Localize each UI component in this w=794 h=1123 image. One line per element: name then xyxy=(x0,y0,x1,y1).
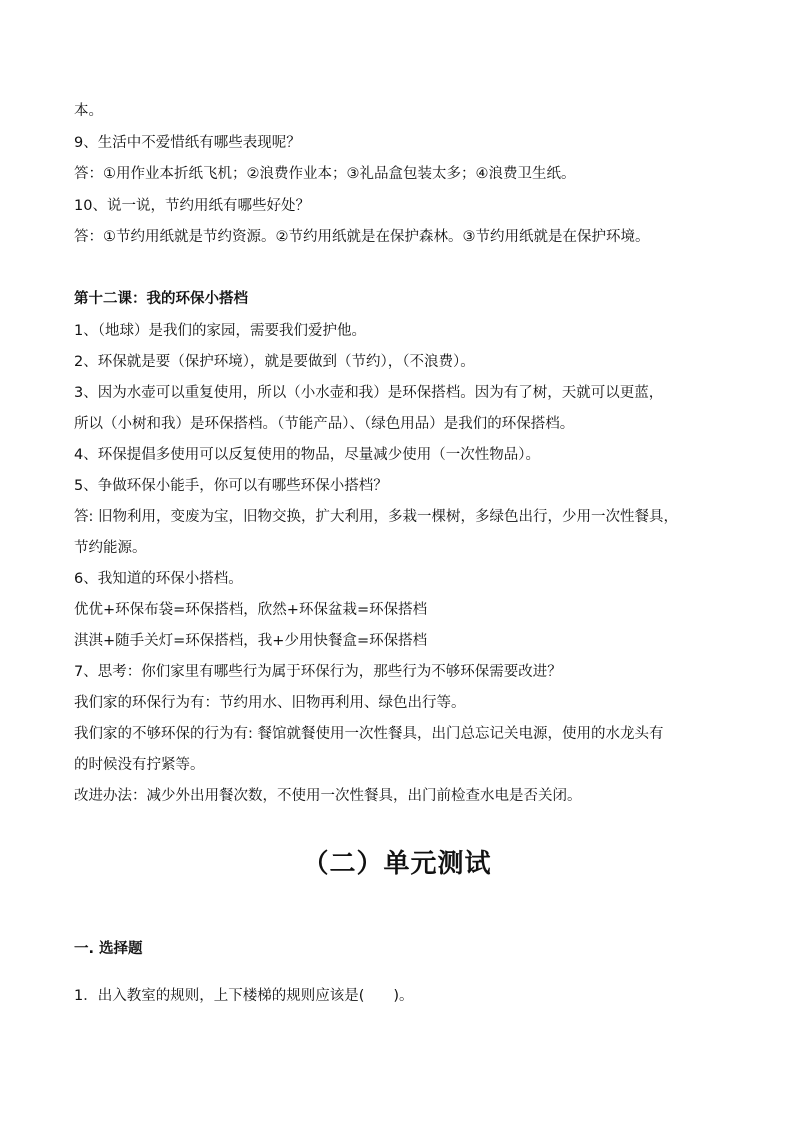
lesson-12-line: 我们家的环保行为有：节约用水、旧物再利用、绿色出行等。 xyxy=(74,695,466,711)
lesson-12-title: 第十二课：我的环保小搭档 xyxy=(74,291,248,307)
lesson-12-line: 6、我知道的环保小搭档。 xyxy=(74,571,243,587)
lesson-12-line: 的时候没有拧紧等。 xyxy=(74,757,205,773)
lesson-12-line: 2、环保就是要（保护环境），就是要做到（节约），（不浪费）。 xyxy=(74,354,475,370)
lesson-12-line: 节约能源。 xyxy=(74,540,147,556)
lesson-12-line: 所以（小树和我）是环保搭档。（节能产品）、（绿色用品）是我们的环保搭档。 xyxy=(74,416,575,432)
lesson-12-line: 答: 旧物利用，变废为宝，旧物交换，扩大利用，多栽一棵树，多绿色出行，少用一次性餐具， xyxy=(74,509,678,525)
lesson-12-line: 1、（地球）是我们的家园，需要我们爱护他。 xyxy=(74,323,366,339)
question-9: 9、生活中不爱惜纸有哪些表现呢？ xyxy=(74,135,301,151)
unit-test-title: （二）单元测试 xyxy=(302,849,492,879)
lesson-12-line: 我们家的不够环保的行为有: 餐馆就餐使用一次性餐具，出门总忘记关电源，使用的水龙头有 xyxy=(74,726,664,742)
lesson-12-line: 改进办法：减少外出用餐次数，不使用一次性餐具，出门前检查水电是否关闭。 xyxy=(74,788,582,804)
lesson-12-line: 7、思考：你们家里有哪些行为属于环保行为，那些行为不够环保需要改进？ xyxy=(74,664,562,680)
lesson-12-line: 淇淇+随手关灯=环保搭档，我+少用快餐盒=环保搭档 xyxy=(74,633,428,649)
text-line: 本。 xyxy=(74,103,103,119)
lesson-12-line: 5、争做环保小能手，你可以有哪些环保小搭档？ xyxy=(74,478,388,494)
lesson-12-line: 4、环保提倡多使用可以反复使用的物品，尽量减少使用（一次性物品）。 xyxy=(74,447,540,463)
question-10: 10、说一说，节约用纸有哪些好处？ xyxy=(74,198,310,214)
lesson-12-line: 优优+环保布袋=环保搭档，欣然+环保盆栽=环保搭档 xyxy=(74,602,428,618)
answer-9: 答：①用作业本折纸飞机；②浪费作业本；③礼品盒包装太多；④浪费卫生纸。 xyxy=(74,166,576,182)
choice-question-1: 1．出入教室的规则，上下楼梯的规则应该是( )。 xyxy=(74,988,414,1004)
choice-section-heading: 一. 选择题 xyxy=(74,941,143,957)
answer-10: 答：①节约用纸就是节约资源。②节约用纸就是在保护森林。③节约用纸就是在保护环境。 xyxy=(74,229,650,245)
lesson-12-line: 3、因为水壶可以重复使用，所以（小水壶和我）是环保搭档。因为有了树，天就可以更蓝， xyxy=(74,385,664,401)
